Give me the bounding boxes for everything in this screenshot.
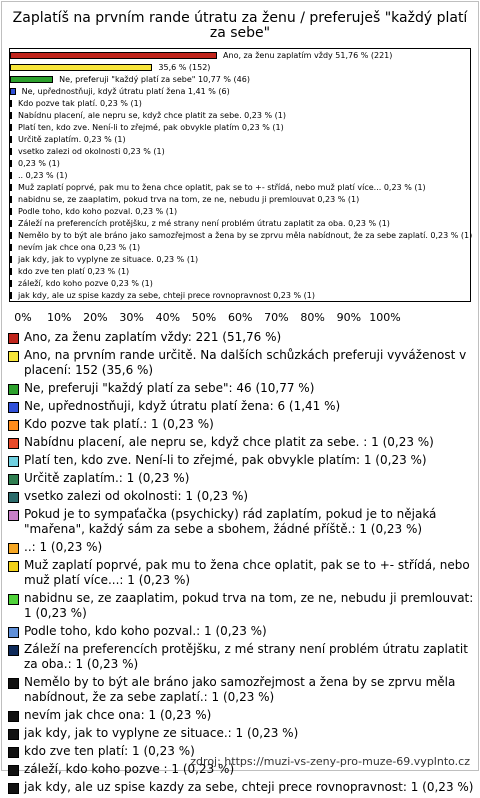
legend-swatch [8,492,19,503]
legend-swatch [8,510,19,521]
legend-item [8,348,474,378]
bar-5 [10,112,12,119]
bar-label-2: Ne, preferuji "každý platí za sebe" 10,77 % (46) [59,75,250,84]
x-tick-label: 30% [119,311,144,324]
legend-swatch [8,384,19,395]
bar-label-14: Záleží na preferencích protějšku, z mé strany není problém útratu zaplatit za oba. 0,23 % (1) [18,219,390,228]
legend-item [8,624,474,639]
legend [8,330,474,798]
bar-label-12: nabidnu se, ze zaaplatim, pokud trva na tom, ze ne, nebudu ji premlouvat 0,23 % (1) [18,195,360,204]
legend-item [8,381,474,396]
legend-swatch [8,456,19,467]
bar-0 [10,52,217,59]
legend-item [8,708,474,723]
legend-label: Platí ten, kdo zve. Není-li to zřejmé, pak obvykle platím: 1 (0,23 %) [24,453,427,467]
legend-item [8,330,474,345]
legend-label: Určitě zaplatím.: 1 (0,23 %) [24,471,190,485]
legend-item [8,489,474,504]
bar-17 [10,256,12,263]
legend-label: záleží, kdo koho pozve : 1 (0,23 %) [24,762,235,776]
legend-swatch [8,420,19,431]
bar-label-16: nevím jak chce ona 0,23 % (1) [18,243,141,252]
legend-label: nabidnu se, ze zaaplatim, pokud trva na tom, ze ne, nebudu ji premlouvat: 1 (0,23 %) [24,591,474,620]
legend-item [8,591,474,621]
bar-label-4: Kdo pozve tak platí. 0,23 % (1) [18,99,142,108]
bar-2 [10,76,53,83]
bar-label-19: záleží, kdo koho pozve 0,23 % (1) [18,279,153,288]
bar-13 [10,208,12,215]
legend-label: Muž zaplatí poprvé, pak mu to žena chce oplatit, pak se to +- střídá, nebo muž platí více...: 1 (0,23 %) [24,558,470,587]
legend-item [8,507,474,537]
bar-label-20: jak kdy, ale uz spise kazdy za sebe, chteji prece rovnopravnost 0,23 % (1) [18,291,315,300]
bar-9 [10,160,12,167]
bar-18 [10,268,12,275]
legend-item [8,675,474,705]
bar-4 [10,100,12,107]
legend-swatch [8,594,19,605]
bar-label-15: Nemělo by to být ale bráno jako samozřejmost a žena by se zprvu měla nabídnout, že za sebe zaplatí. 0,23 % (1) [18,231,473,240]
legend-item [8,453,474,468]
bar-label-11: Muž zaplatí poprvé, pak mu to žena chce oplatit, pak se to +- střídá, nebo muž platí více... 0,23 % (1) [18,183,426,192]
bar-label-7: Určitě zaplatím. 0,23 % (1) [18,135,126,144]
legend-item [8,435,474,450]
legend-label: vsetko zalezi od okolnosti: 1 (0,23 %) [24,489,249,503]
legend-swatch [8,474,19,485]
bar-14 [10,220,12,227]
legend-item [8,540,474,555]
legend-label: Ano, za ženu zaplatím vždy: 221 (51,76 %) [24,330,282,344]
legend-item [8,471,474,486]
bar-3 [10,88,16,95]
x-tick-label: 100% [369,311,401,324]
bar-label-13: Podle toho, kdo koho pozval. 0,23 % (1) [18,207,178,216]
x-tick-label: 10% [46,311,72,324]
bar-label-6: Platí ten, kdo zve. Není-li to zřejmé, pak obvykle platím 0,23 % (1) [18,123,284,132]
legend-item [8,726,474,741]
legend-item [8,399,474,414]
legend-swatch [8,747,19,758]
chart-title: Zaplatíš na prvním rande útratu za ženu / preferuješ "každý platí za sebe" [12,10,468,41]
bar-label-3: Ne, upřednostňuji, když útratu platí žena 1,41 % (6) [21,87,230,96]
bar-16 [10,244,12,251]
legend-label: Podle toho, kdo koho pozval.: 1 (0,23 %) [24,624,267,638]
bar-label-8: vsetko zalezi od okolnosti 0,23 % (1) [18,147,165,156]
bar-label-0: Ano, za ženu zaplatím vždy 51,76 % (221) [223,51,393,60]
legend-label: nevím jak chce ona: 1 (0,23 %) [24,708,212,722]
bar-label-18: kdo zve ten platí 0,23 % (1) [18,267,130,276]
x-tick-label: 80% [300,311,325,324]
x-tick-label: 60% [227,311,253,324]
bar-label-9: 0,23 % (1) [18,159,60,168]
x-tick-label: 90% [336,311,362,324]
legend-swatch [8,543,19,554]
bar-1 [10,64,152,71]
x-tick-label: 20% [83,311,108,324]
legend-label: kdo zve ten platí: 1 (0,23 %) [24,744,195,758]
legend-label: jak kdy, jak to vyplyne ze situace.: 1 (0,23 %) [24,726,299,740]
legend-swatch [8,678,19,689]
legend-label: jak kdy, ale uz spise kazdy za sebe, chteji prece rovnopravnost: 1 (0,23 %) [24,780,474,794]
legend-label: Pokud je to sympaťačka (psychicky) rád zaplatím, pokud je to nějaká "mařena", každý sám za sebe a sbohem, žádné příště.: 1 (0,23 %) [24,507,437,536]
legend-swatch [8,645,19,656]
legend-swatch [8,765,19,776]
legend-label: Nabídnu placení, ale nepru se, když chce platit za sebe. : 1 (0,23 %) [24,435,434,449]
x-tick-label: 40% [155,311,181,324]
bar-19 [10,280,12,287]
bar-10 [10,172,12,179]
legend-swatch [8,711,19,722]
bar-label-10: .. 0,23 % (1) [18,171,68,180]
bar-label-5: Nabídnu placení, ale nepru se, když chce platit za sebe. 0,23 % (1) [18,111,287,120]
x-tick-label: 70% [264,311,289,324]
bar-8 [10,148,12,155]
legend-label: ..: 1 (0,23 %) [24,540,103,554]
legend-item [8,780,474,795]
legend-item [8,642,474,672]
source-note: zdroj: https://muzi-vs-zeny-pro-muze-69.vyplnto.cz [190,755,470,768]
legend-swatch [8,402,19,413]
legend-label: Ne, upřednostňuji, když útratu platí žena: 6 (1,41 %) [24,399,341,413]
legend-label: Nemělo by to být ale bráno jako samozřejmost a žena by se zprvu měla nabídnout, že za sebe zaplatí.: 1 (0,23 %) [24,675,456,704]
legend-swatch [8,561,19,572]
bar-20 [10,292,12,299]
bar-11 [10,184,12,191]
legend-swatch [8,438,19,449]
legend-label: Ne, preferuji "každý platí za sebe": 46 (10,77 %) [24,381,315,395]
legend-swatch [8,729,19,740]
bar-6 [10,124,12,131]
legend-swatch [8,351,19,362]
legend-swatch [8,333,19,344]
legend-label: Kdo pozve tak platí.: 1 (0,23 %) [24,417,214,431]
legend-label: Ano, na prvním rande určitě. Na dalších schůzkách preferuji vyváženost v placení: 152 (35,6 %) [24,348,467,377]
bar-12 [10,196,12,203]
legend-swatch [8,627,19,638]
legend-item [8,417,474,432]
x-tick-label: 50% [191,311,217,324]
bar-15 [10,232,12,239]
bar-label-17: jak kdy, jak to vyplyne ze situace. 0,23 % (1) [18,255,199,264]
legend-label: Záleží na preferencích protějšku, z mé strany není problém útratu zaplatit za oba.: 1 (0,23 %) [24,642,468,671]
legend-swatch [8,783,19,794]
bar-7 [10,136,12,143]
x-tick-label: 0% [14,311,32,324]
legend-item [8,558,474,588]
bar-label-1: 35,6 % (152) [158,63,211,72]
